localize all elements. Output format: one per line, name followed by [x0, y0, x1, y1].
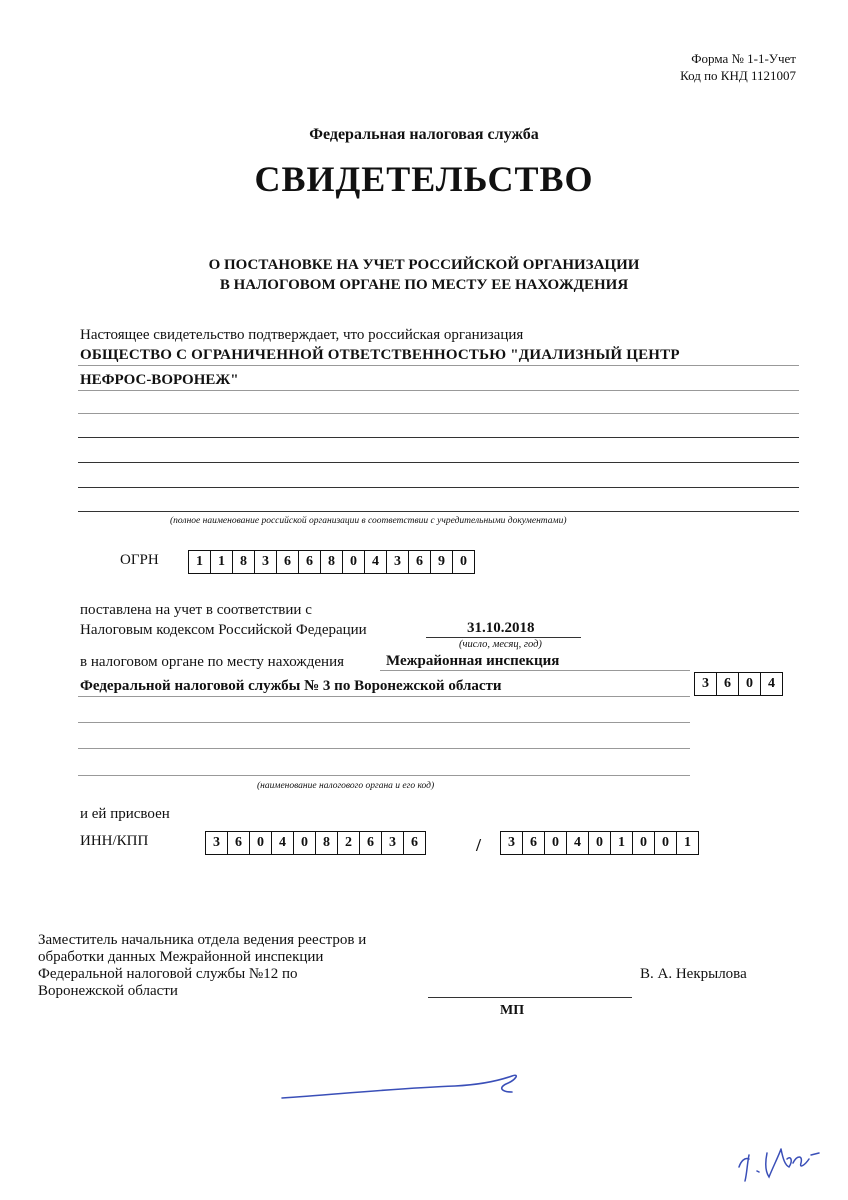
- org-name-underline-7: [78, 511, 799, 512]
- ogrn-label: ОГРН: [120, 552, 159, 568]
- inn-kpp-separator: /: [476, 835, 482, 855]
- inn-digit: 6: [360, 832, 382, 854]
- authority-code-digit: 0: [739, 673, 761, 695]
- inn-digit: 6: [411, 835, 418, 850]
- kpp-digit-boxes: [500, 831, 699, 855]
- kpp-digit: 4: [567, 832, 589, 854]
- ogrn-digit: 0: [343, 551, 365, 573]
- ogrn-digit: 3: [255, 551, 277, 573]
- ogrn-digit: 4: [365, 551, 387, 573]
- knd-code: Код по КНД 1121007: [680, 68, 796, 83]
- handwritten-signature-icon: [280, 1070, 530, 1110]
- ogrn-digit: 9: [431, 551, 453, 573]
- ogrn-digit: 3: [387, 551, 409, 573]
- stamp-placeholder-label: МП: [500, 1003, 525, 1018]
- assigned-label: и ей присвоен: [80, 806, 170, 822]
- handwritten-note-icon: [735, 1125, 835, 1185]
- date-underline: [426, 637, 581, 638]
- ogrn-digit: 6: [409, 551, 431, 573]
- inn-digit: 0: [250, 832, 272, 854]
- inn-digit: 4: [272, 832, 294, 854]
- agency-name: Федеральная налоговая служба: [309, 126, 539, 143]
- kpp-digit: 0: [655, 832, 677, 854]
- kpp-digit: 6: [523, 832, 545, 854]
- registration-date: 31.10.2018: [467, 620, 535, 636]
- inn-digit: 6: [228, 832, 250, 854]
- kpp-digit: 0: [633, 832, 655, 854]
- org-name-underline-1: [78, 365, 799, 366]
- authority-underline-3: [78, 722, 690, 723]
- inn-digit: 3: [206, 832, 228, 854]
- ogrn-digit: 1: [189, 551, 211, 573]
- ogrn-digit: 6: [299, 551, 321, 573]
- kpp-digit: 0: [545, 832, 567, 854]
- authority-underline-2: [78, 696, 690, 697]
- inn-digit: 0: [294, 832, 316, 854]
- inn-digit: 3: [382, 832, 404, 854]
- org-name-underline-6: [78, 487, 799, 488]
- signatory-position: [38, 932, 366, 1000]
- kpp-digit: 0: [589, 832, 611, 854]
- authority-caption: (наименование налогового органа и его код): [257, 781, 435, 791]
- ogrn-digit: 1: [211, 551, 233, 573]
- registration-line-3: в налоговом органе по месту нахождения: [80, 654, 345, 670]
- signatory-position-line-4: Воронежской области: [38, 983, 178, 999]
- subtitle-line-1: О ПОСТАНОВКЕ НА УЧЕТ РОССИЙСКОЙ ОРГАНИЗАЦИИ: [208, 257, 640, 273]
- intro-text: Настоящее свидетельство подтверждает, что российская организация: [80, 327, 524, 343]
- tax-authority-name-part-2: Федеральной налоговой службы № 3 по Воронежской области: [80, 678, 502, 694]
- signatory-name: В. А. Некрылова: [640, 966, 747, 982]
- ogrn-digit: 6: [277, 551, 299, 573]
- subtitle-line-2: В НАЛОГОВОМ ОРГАНЕ ПО МЕСТУ ЕЕ НАХОЖДЕНИЯ: [219, 277, 629, 293]
- ogrn-digit: 8: [321, 551, 343, 573]
- form-identifier: [680, 50, 796, 84]
- kpp-digit: 3: [501, 832, 523, 854]
- ogrn-digit-boxes: [188, 550, 475, 574]
- inn-digit-boxes: [205, 831, 426, 855]
- org-name-line-2: НЕФРОС-ВОРОНЕЖ": [80, 372, 239, 388]
- signatory-position-line-3: Федеральной налоговой службы №12 по: [38, 966, 298, 982]
- form-number: Форма № 1-1-Учет: [691, 51, 796, 66]
- org-name-underline-4: [78, 437, 799, 438]
- ogrn-digit: 8: [233, 551, 255, 573]
- org-name-underline-2: [78, 390, 799, 391]
- inn-digit: 2: [338, 832, 360, 854]
- authority-code-digit: 3: [695, 673, 717, 695]
- document-title: СВИДЕТЕЛЬСТВО: [254, 159, 594, 199]
- authority-underline-5: [78, 775, 690, 776]
- ogrn-digit: 0: [460, 554, 467, 569]
- org-name-caption: (полное наименование российской организации в соответствии с учредительными документами): [170, 516, 567, 526]
- authority-code-digit: 6: [717, 673, 739, 695]
- signature-line: [428, 997, 632, 998]
- authority-underline-4: [78, 748, 690, 749]
- date-caption: (число, месяц, год): [459, 639, 542, 650]
- registration-line-1: поставлена на учет в соответствии с: [80, 602, 312, 618]
- tax-authority-name-part-1: Межрайонная инспекция: [386, 653, 560, 669]
- org-name-underline-3: [78, 413, 799, 414]
- document-subtitle: [0, 255, 848, 295]
- tax-authority-code-boxes: [694, 672, 783, 696]
- authority-code-digit: 4: [768, 676, 775, 691]
- signatory-position-line-2: обработки данных Межрайонной инспекции: [38, 949, 324, 965]
- org-name-underline-5: [78, 462, 799, 463]
- inn-digit: 8: [316, 832, 338, 854]
- org-name-line-1: ОБЩЕСТВО С ОГРАНИЧЕННОЙ ОТВЕТСТВЕННОСТЬЮ "ДИАЛИЗНЫЙ ЦЕНТР: [80, 347, 680, 363]
- registration-line-2: Налоговым кодексом Российской Федерации: [80, 622, 367, 638]
- inn-kpp-label: ИНН/КПП: [80, 833, 149, 849]
- authority-underline-1: [380, 670, 690, 671]
- signatory-position-line-1: Заместитель начальника отдела ведения реестров и: [38, 932, 367, 948]
- kpp-digit: 1: [684, 835, 691, 850]
- kpp-digit: 1: [611, 832, 633, 854]
